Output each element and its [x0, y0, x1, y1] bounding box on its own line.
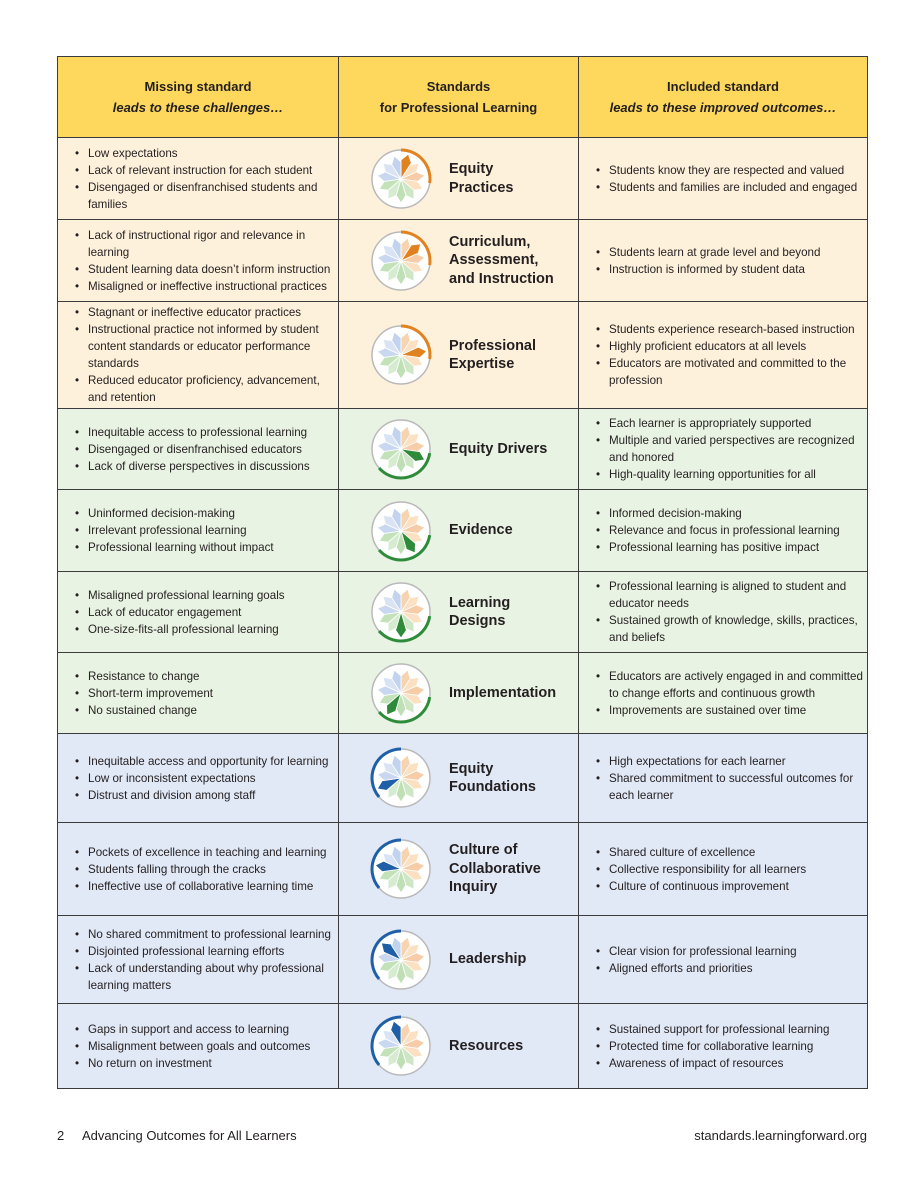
header-missing-title: Missing standard	[144, 79, 252, 94]
outcome-item: • Collective responsibility for all learners	[609, 861, 867, 878]
standard-name-line: Expertise	[449, 356, 515, 372]
standard-name-line: Assessment,	[449, 252, 539, 269]
standard-name-line: Curriculum,	[449, 233, 531, 250]
header-missing-standard	[58, 57, 339, 138]
outcomes-list	[579, 321, 867, 389]
standard-badge	[339, 580, 578, 644]
outcome-item: • Sustained support for professional learning	[609, 1021, 867, 1038]
challenge-item: • Ineffective use of collaborative learning time	[88, 878, 338, 895]
standard-badge	[339, 837, 578, 901]
outcomes-list	[579, 943, 867, 977]
challenge-item: • Misaligned professional learning goals	[88, 587, 338, 604]
standard-name	[449, 233, 554, 289]
standard-cell	[339, 1004, 579, 1089]
challenge-item: • Inequitable access and opportunity for learning	[88, 753, 338, 770]
standard-badge	[339, 499, 578, 563]
challenge-item: • Students falling through the cracks	[88, 861, 338, 878]
standard-badge	[339, 229, 578, 293]
challenge-item: • Lack of diverse perspectives in discussions	[88, 458, 338, 475]
wheel-icon-wrapper	[369, 746, 433, 810]
standard-cell	[339, 572, 579, 653]
wheel-icon-wrapper	[369, 417, 433, 481]
standard-name-line: Equity Drivers	[449, 440, 548, 457]
outcome-item: • Multiple and varied perspectives are recognized and honored	[609, 432, 867, 466]
outcome-item: • Students learn at grade level and beyond	[609, 244, 867, 261]
challenge-item: • No shared commitment to professional learning	[88, 926, 338, 943]
standard-row	[58, 220, 868, 302]
challenges-cell	[58, 653, 339, 734]
standard-name-line: Professional	[449, 337, 537, 354]
header-standards	[339, 57, 579, 138]
header-standards-line2: for Professional Learning	[379, 100, 538, 115]
outcome-item: • Improvements are sustained over time	[609, 702, 867, 719]
challenge-item: • Gaps in support and access to learning	[88, 1021, 338, 1038]
wheel-icon-wrapper	[369, 928, 433, 992]
standard-name	[449, 1037, 523, 1056]
standard-wheel-icon	[369, 147, 433, 211]
standard-cell	[339, 302, 579, 409]
challenge-item: • Instructional practice not informed by student content standards or educator performance standards	[88, 321, 338, 372]
challenge-item: • Pockets of excellence in teaching and learning	[88, 844, 338, 861]
challenges-list	[58, 587, 338, 638]
standard-cell	[339, 734, 579, 823]
challenges-cell	[58, 1004, 339, 1089]
standard-name-line: Leadership	[449, 951, 527, 968]
header-included-title: Included standard	[667, 79, 779, 94]
standard-wheel-icon	[369, 661, 433, 725]
standard-wheel-icon	[369, 580, 433, 644]
header-included-standard	[579, 57, 868, 138]
outcomes-cell	[579, 1004, 868, 1089]
header-standards-line1: Standards	[426, 79, 491, 94]
outcome-item: • Clear vision for professional learning	[609, 943, 867, 960]
outcomes-list	[579, 844, 867, 895]
standard-row	[58, 490, 868, 572]
standard-name	[449, 841, 541, 897]
challenges-cell	[58, 302, 339, 409]
challenge-item: • Disjointed professional learning efforts	[88, 943, 338, 960]
standard-cell	[339, 220, 579, 302]
wheel-icon-wrapper	[369, 499, 433, 563]
outcomes-list	[579, 1021, 867, 1072]
challenge-item: • Disengaged or disenfranchised students and families	[88, 179, 338, 213]
challenge-item: • One-size-fits-all professional learning	[88, 621, 338, 638]
standard-name	[449, 521, 513, 540]
challenges-cell	[58, 734, 339, 823]
standard-name	[449, 760, 536, 797]
challenge-item: • Stagnant or ineffective educator practices	[88, 304, 338, 321]
standard-cell	[339, 409, 579, 490]
outcome-item: • High expectations for each learner	[609, 753, 867, 770]
standard-name-line: and Instruction	[449, 270, 554, 287]
outcomes-cell	[579, 653, 868, 734]
challenges-cell	[58, 823, 339, 916]
outcome-item: • Shared culture of excellence	[609, 844, 867, 861]
challenges-cell	[58, 916, 339, 1004]
outcomes-cell	[579, 138, 868, 220]
outcomes-list	[579, 668, 867, 719]
challenge-item: • No sustained change	[88, 702, 338, 719]
outcome-item: • Protected time for collaborative learning	[609, 1038, 867, 1055]
challenge-item: • No return on investment	[88, 1055, 338, 1072]
outcomes-cell	[579, 409, 868, 490]
standard-row	[58, 916, 868, 1004]
challenge-item: • Lack of instructional rigor and relevance in learning	[88, 227, 338, 261]
challenge-item: • Resistance to change	[88, 668, 338, 685]
standard-row	[58, 138, 868, 220]
challenge-item: • Student learning data doesn’t inform instruction	[88, 261, 338, 278]
outcome-item: • Educators are actively engaged in and committed to change efforts and continuous growth	[609, 668, 867, 702]
standard-name	[449, 684, 556, 703]
outcomes-list	[579, 162, 867, 196]
outcomes-cell	[579, 572, 868, 653]
challenge-item: • Lack of relevant instruction for each student	[88, 162, 338, 179]
footer-left	[57, 1128, 297, 1143]
outcomes-cell	[579, 916, 868, 1004]
standard-name-line: Equity	[449, 161, 494, 177]
outcome-item: • Relevance and focus in professional learning	[609, 522, 867, 539]
standard-cell	[339, 823, 579, 916]
outcomes-list	[579, 753, 867, 804]
challenge-item: • Disengaged or disenfranchised educators	[88, 441, 338, 458]
standard-row	[58, 653, 868, 734]
outcomes-cell	[579, 220, 868, 302]
standard-name	[449, 160, 514, 197]
standard-wheel-icon	[369, 746, 433, 810]
standard-name-line: Collaborative	[449, 860, 541, 877]
challenges-cell	[58, 220, 339, 302]
outcomes-cell	[579, 490, 868, 572]
standard-name-line: Implementation	[449, 684, 557, 701]
outcome-item: • Educators are motivated and committed to the profession	[609, 355, 867, 389]
challenge-item: • Reduced educator proficiency, advancement, and retention	[88, 372, 338, 406]
standard-name-line: Learning	[449, 594, 511, 611]
outcomes-list	[579, 505, 867, 556]
challenge-item: • Inequitable access to professional learning	[88, 424, 338, 441]
outcome-item: • Each learner is appropriately supported	[609, 415, 867, 432]
challenges-cell	[58, 409, 339, 490]
standard-row	[58, 734, 868, 823]
standard-name-line: Designs	[449, 613, 506, 629]
outcome-item: • Shared commitment to successful outcomes for each learner	[609, 770, 867, 804]
standard-badge	[339, 1014, 578, 1078]
wheel-icon-wrapper	[369, 323, 433, 387]
challenge-item: • Distrust and division among staff	[88, 787, 338, 804]
standard-wheel-icon	[369, 499, 433, 563]
challenges-list	[58, 753, 338, 804]
outcome-item: • Sustained growth of knowledge, skills, practices, and beliefs	[609, 612, 867, 646]
outcome-item: • Informed decision-making	[609, 505, 867, 522]
challenge-item: • Uninformed decision-making	[88, 505, 338, 522]
standard-name-line: Evidence	[449, 522, 513, 539]
challenge-item: • Professional learning without impact	[88, 539, 338, 556]
challenge-item: • Short-term improvement	[88, 685, 338, 702]
standard-wheel-icon	[369, 417, 433, 481]
outcome-item: • Awareness of impact of resources	[609, 1055, 867, 1072]
outcome-item: • Students experience research-based instruction	[609, 321, 867, 338]
challenges-list	[58, 227, 338, 295]
wheel-icon-wrapper	[369, 580, 433, 644]
header-included-subtitle: leads to these improved outcomes…	[609, 100, 837, 115]
outcome-item: • Professional learning is aligned to student and educator needs	[609, 578, 867, 612]
standard-cell	[339, 138, 579, 220]
standard-badge	[339, 417, 578, 481]
challenge-item: • Misalignment between goals and outcomes	[88, 1038, 338, 1055]
outcomes-cell	[579, 823, 868, 916]
outcomes-list	[579, 415, 867, 483]
outcome-item: • Culture of continuous improvement	[609, 878, 867, 895]
wheel-icon-wrapper	[369, 661, 433, 725]
outcome-item: • Highly proficient educators at all levels	[609, 338, 867, 355]
standard-row	[58, 409, 868, 490]
challenge-item: • Lack of understanding about why professional learning matters	[88, 960, 338, 994]
standard-name	[449, 337, 536, 374]
standard-wheel-icon	[369, 229, 433, 293]
standard-name-line: Inquiry	[449, 879, 498, 896]
outcomes-cell	[579, 302, 868, 409]
document-title: Advancing Outcomes for All Learners	[82, 1128, 297, 1143]
page-number: 2	[57, 1128, 65, 1143]
challenges-list	[58, 304, 338, 406]
standard-cell	[339, 490, 579, 572]
standard-badge	[339, 147, 578, 211]
challenges-list	[58, 926, 338, 994]
challenge-item: • Low or inconsistent expectations	[88, 770, 338, 787]
standard-cell	[339, 653, 579, 734]
standard-name-line: Practices	[449, 179, 514, 196]
standard-wheel-icon	[369, 1014, 433, 1078]
standard-wheel-icon	[369, 837, 433, 901]
challenges-list	[58, 844, 338, 895]
standard-name-line: Culture of	[449, 842, 518, 859]
outcome-item: • High-quality learning opportunities for all	[609, 466, 867, 483]
outcomes-list	[579, 578, 867, 646]
outcomes-cell	[579, 734, 868, 823]
challenges-list	[58, 145, 338, 213]
standard-badge	[339, 661, 578, 725]
challenges-list	[58, 424, 338, 475]
outcome-item: • Instruction is informed by student data	[609, 261, 867, 278]
standard-row	[58, 823, 868, 916]
header-row	[58, 57, 868, 138]
wheel-icon-wrapper	[369, 837, 433, 901]
wheel-icon-wrapper	[369, 147, 433, 211]
standards-table	[57, 56, 868, 1089]
standard-row	[58, 302, 868, 409]
standard-name-line: Foundations	[449, 779, 536, 795]
standard-row	[58, 1004, 868, 1089]
challenges-cell	[58, 490, 339, 572]
outcome-item: • Students and families are included and engaged	[609, 179, 867, 196]
standard-wheel-icon	[369, 928, 433, 992]
challenges-list	[58, 668, 338, 719]
outcome-item: • Aligned efforts and priorities	[609, 960, 867, 977]
challenge-item: • Low expectations	[88, 145, 338, 162]
standard-name	[449, 950, 526, 969]
challenge-item: • Lack of educator engagement	[88, 604, 338, 621]
standard-wheel-icon	[369, 323, 433, 387]
standard-name-line: Equity	[449, 760, 494, 777]
standard-name	[449, 440, 547, 459]
outcome-item: • Students know they are respected and valued	[609, 162, 867, 179]
challenges-list	[58, 505, 338, 556]
standard-badge	[339, 928, 578, 992]
wheel-icon-wrapper	[369, 229, 433, 293]
wheel-icon-wrapper	[369, 1014, 433, 1078]
footer-url: standards.learningforward.org	[694, 1128, 867, 1143]
challenges-cell	[58, 138, 339, 220]
standard-cell	[339, 916, 579, 1004]
standard-name-line: Resources	[449, 1037, 524, 1054]
challenge-item: • Irrelevant professional learning	[88, 522, 338, 539]
standard-badge	[339, 746, 578, 810]
header-missing-subtitle: leads to these challenges…	[112, 100, 284, 115]
challenge-item: • Misaligned or ineffective instructional practices	[88, 278, 338, 295]
outcome-item: • Professional learning has positive impact	[609, 539, 867, 556]
standard-name	[449, 594, 510, 631]
standard-badge	[339, 323, 578, 387]
outcomes-list	[579, 244, 867, 278]
challenges-list	[58, 1021, 338, 1072]
standard-row	[58, 572, 868, 653]
challenges-cell	[58, 572, 339, 653]
